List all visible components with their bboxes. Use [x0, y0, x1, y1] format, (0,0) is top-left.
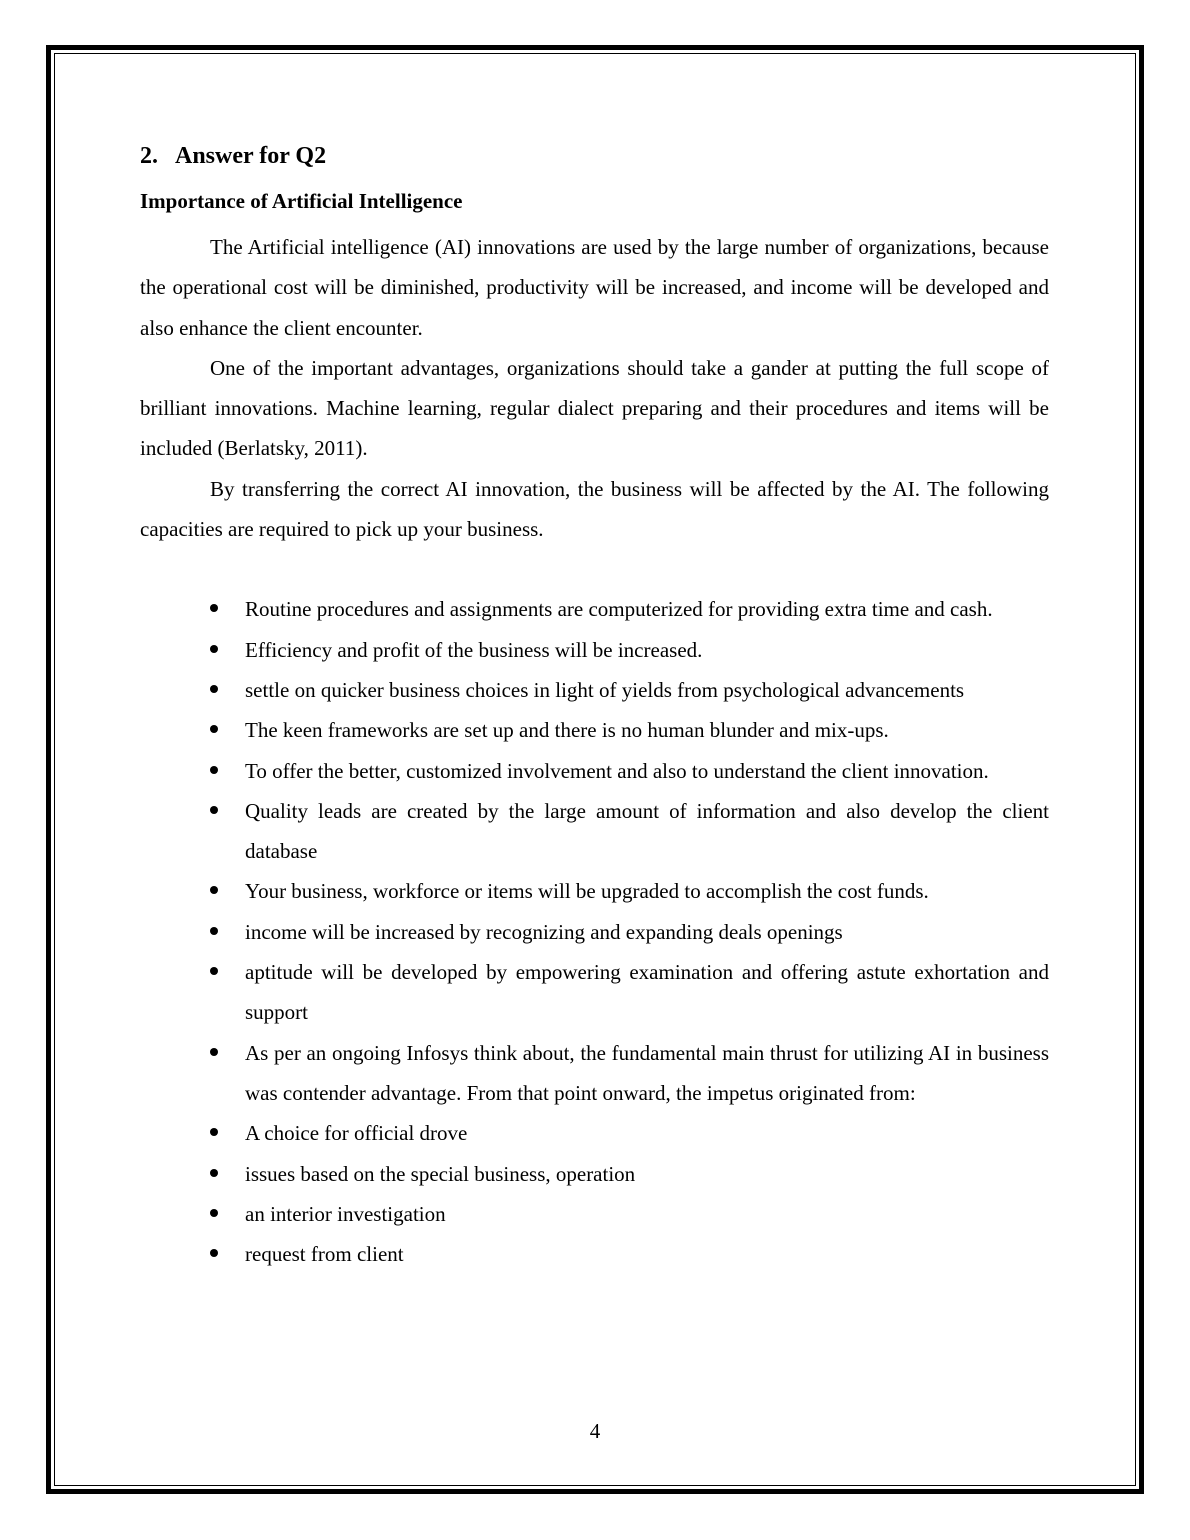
bullet-icon — [210, 1048, 218, 1056]
page-number: 4 — [589, 1419, 601, 1443]
list-item — [140, 871, 1049, 911]
paragraph: One of the important advantages, organizations should take a gander at putting the full scope of brilliant innovations. Machine learning, regular dialect preparing and their procedures and items will be included (Berlatsky, 2011). — [140, 355, 1049, 461]
bullet-icon — [210, 1249, 218, 1257]
bullet-list — [140, 589, 1049, 1274]
list-item-text: aptitude will be developed by empowering examination and offering astute exhortation and support — [245, 960, 1049, 1025]
bullet-icon — [210, 645, 218, 653]
list-item-text: Your business, workforce or items will be upgraded to accomplish the cost funds. — [245, 879, 929, 904]
list-item-text: A choice for official drove — [245, 1121, 468, 1146]
list-item-text: settle on quicker business choices in light of yields from psychological advancements — [245, 677, 965, 702]
bullet-icon — [210, 725, 218, 733]
list-item-text: Quality leads are created by the large amount of information and also develop the client database — [245, 798, 1049, 864]
list-item-text: an interior investigation — [245, 1201, 446, 1226]
list-item-text: Routine procedures and assignments are computerized for providing extra time and cash. — [245, 597, 993, 622]
list-item — [140, 1194, 1049, 1234]
list-item-text: The keen frameworks are set up and there is no human blunder and mix-ups. — [245, 718, 889, 743]
list-item — [140, 1033, 1049, 1114]
list-item-text: As per an ongoing Infosys think about, the fundamental main thrust for utilizing AI in business was contender advantage. From that point onward, the impetus originated from: — [245, 1040, 1049, 1105]
document-body — [140, 140, 1049, 1274]
bullet-icon — [210, 927, 218, 935]
bullet-icon — [210, 886, 218, 894]
list-item — [140, 1154, 1049, 1194]
bullet-icon — [210, 967, 218, 975]
list-item — [140, 952, 1049, 1033]
list-item-text: request from client — [245, 1242, 404, 1267]
list-item-text: issues based on the special business, operation — [245, 1161, 636, 1186]
paragraph: By transferring the correct AI innovation, the business will be affected by the AI. The following capacities are required to pick up your business. — [140, 476, 1049, 542]
list-item — [140, 670, 1049, 710]
paragraph: The Artificial intelligence (AI) innovations are used by the large number of organizations, because the operational cost will be diminished, productivity will be increased, and income will be developed and also enhance the client encounter. — [140, 235, 1049, 340]
bullet-icon — [210, 604, 218, 612]
list-item — [140, 912, 1049, 952]
bullet-icon — [210, 766, 218, 774]
section-title: Answer for Q2 — [175, 143, 327, 169]
list-item — [140, 630, 1049, 670]
list-item-text: Efficiency and profit of the business will be increased. — [245, 637, 703, 662]
list-item — [140, 1113, 1049, 1153]
list-item-text: income will be increased by recognizing and expanding deals openings — [245, 919, 843, 944]
section-heading — [140, 140, 1049, 172]
list-item — [140, 589, 1049, 629]
list-item — [140, 791, 1049, 872]
bullet-icon — [210, 1128, 218, 1136]
bullet-icon — [210, 1209, 218, 1217]
blank-line — [140, 549, 1049, 589]
list-item-text: To offer the better, customized involvement and also to understand the client innovation. — [245, 758, 989, 783]
list-item — [140, 1234, 1049, 1274]
bullet-icon — [210, 806, 218, 814]
bullet-icon — [210, 1169, 218, 1177]
list-item — [140, 710, 1049, 750]
subheading: Importance of Artificial Intelligence — [140, 189, 463, 213]
list-item — [140, 751, 1049, 791]
section-number: 2. — [140, 143, 158, 169]
bullet-icon — [210, 685, 218, 693]
